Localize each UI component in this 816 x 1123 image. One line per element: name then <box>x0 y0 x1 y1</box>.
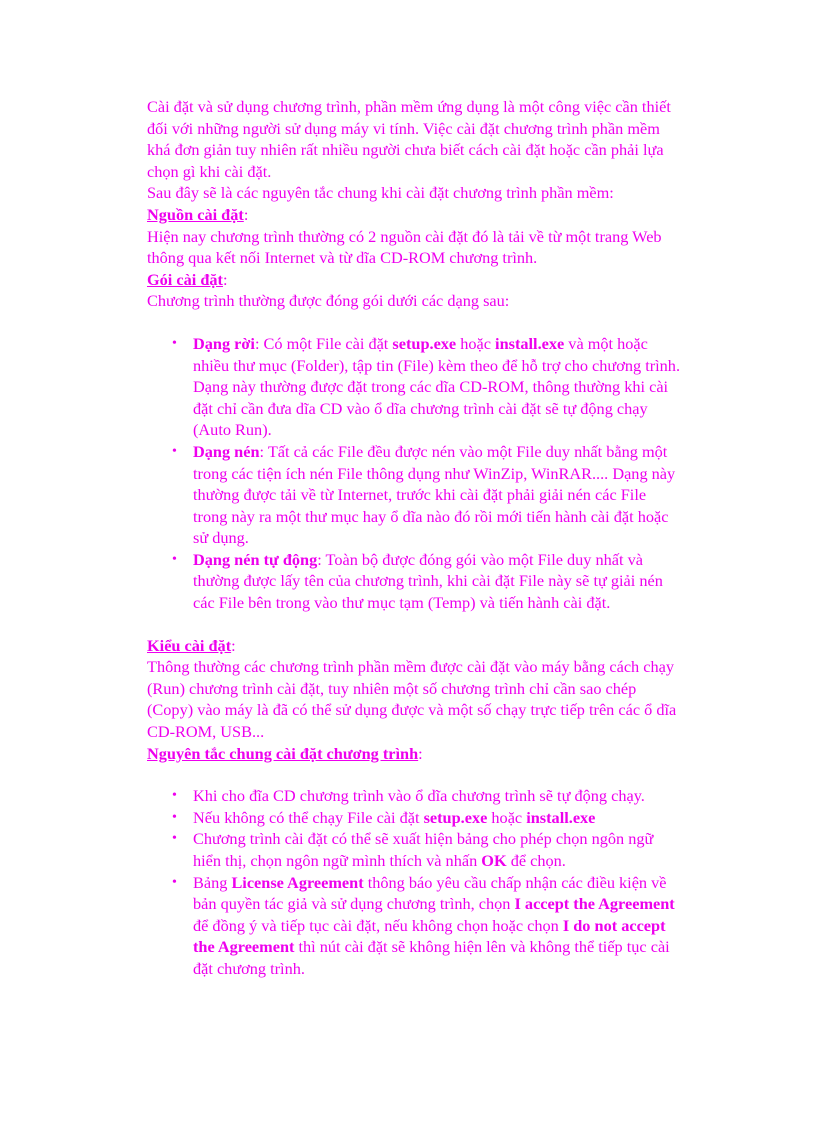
package-heading-line <box>147 269 682 291</box>
source-heading: Nguồn cài đặt <box>147 204 244 224</box>
item-text: hoặc <box>487 807 527 827</box>
list-item <box>147 828 682 871</box>
install-exe-label: install.exe <box>495 333 565 353</box>
item-text: thì nút cài đặt sẽ không hiện lên và không thể tiếp tục cài đặt chương trình. <box>193 937 670 978</box>
package-paragraph: Chương trình thường được đóng gói dưới các dạng sau: <box>147 291 510 311</box>
package-term: Dạng rời <box>193 333 255 353</box>
package-heading: Gói cài đặt <box>147 269 223 289</box>
item-text: để chọn. <box>506 851 566 870</box>
package-heading-colon: : <box>222 269 228 289</box>
package-type-list <box>147 333 682 614</box>
type-heading-line <box>147 635 682 657</box>
rules-heading-line <box>147 743 682 765</box>
accept-agreement-label: I accept the Agreement <box>514 894 675 914</box>
intro-paragraph: Cài đặt và sử dụng chương trình, phần mềm ứng dụng là một công việc cần thiết đối với những người sử dụng máy vi tính. Việc cài đặt chương trình phần mềm khá đơn giản tuy nhiên rất nhiều người chưa biết cách cài đặt hoặc cần phải lựa chọn gì khi cài đặt. <box>147 97 671 181</box>
intro-lead: Sau đây sẽ là các nguyên tắc chung khi cài đặt chương trình phần mềm: <box>147 183 614 203</box>
source-heading-colon: : <box>243 204 249 224</box>
item-text: hoặc <box>456 333 496 353</box>
type-heading-colon: : <box>231 635 236 655</box>
bullet-icon: • <box>172 443 177 459</box>
bullet-icon: • <box>172 831 177 847</box>
item-text: Chương trình cài đặt có thể sẽ xuất hiện bảng cho phép chọn ngôn ngữ hiển thị, chọn ngôn ngữ mình thích và nhấn <box>193 829 654 870</box>
bullet-icon: • <box>172 809 177 825</box>
list-item <box>147 441 682 549</box>
list-item <box>147 333 682 441</box>
list-item <box>147 807 682 829</box>
ok-label: OK <box>481 851 507 870</box>
source-heading-line <box>147 204 682 226</box>
package-term: Dạng nén tự động <box>193 549 318 569</box>
install-exe-label: install.exe <box>526 807 596 827</box>
item-text: thông báo yêu cầu chấp nhận các điều kiện về bản quyền tác giả và sử dụng chương trình, chọn <box>193 872 667 914</box>
item-text: Bảng <box>193 872 232 892</box>
rules-heading-colon: : <box>418 743 423 763</box>
bullet-icon: • <box>172 788 177 804</box>
setup-exe-label: setup.exe <box>423 807 488 827</box>
list-item <box>147 785 682 807</box>
list-item <box>147 872 682 980</box>
item-text: và một hoặc nhiều thư mục (Folder), tập tin (File) kèm theo để hỗ trợ cho chương trình. Dạng này thường được đặt trong các dĩa CD-ROM, thông thường khi cài đặt chỉ cần đưa dĩa CD vào ổ dĩa chương trình cài đặt sẽ tự động chạy (Auto Run). <box>193 333 681 440</box>
item-text: : Tất cả các File đều được nén vào một File duy nhất bằng một trong các tiện ích nén File thông dụng như WinZip, WinRAR.... Dạng này thường được tải về từ Internet, trước khi cài đặt phải giải nén các File trong này ra một thư mục hay ổ dĩa nào đó rồi mới tiến hành cài đặt hoặc sử dụng. <box>193 441 676 548</box>
source-paragraph: Hiện nay chương trình thường có 2 nguồn cài đặt đó là tải về từ một trang Web thông qua kết nối Internet và từ dĩa CD-ROM chương trình. <box>147 226 662 268</box>
item-text: : Có một File cài đặt <box>254 333 393 353</box>
bullet-icon: • <box>172 335 177 351</box>
item-text: Khi cho đĩa CD chương trình vào ổ dĩa chương trình sẽ tự động chạy. <box>193 786 645 806</box>
bullet-icon: • <box>172 874 177 890</box>
license-agreement-label: License Agreement <box>231 872 364 892</box>
type-paragraph: Thông thường các chương trình phần mềm được cài đặt vào máy bằng cách chạy (Run) chương trình cài đặt, tuy nhiên một số chương trình chỉ cần sao chép (Copy) vào máy là đã có thể sử dụng được và một số chạy trực tiếp trên các ổ dĩa CD-ROM, USB... <box>147 657 677 742</box>
type-heading: Kiểu cài đặt <box>147 635 232 655</box>
package-term: Dạng nén <box>193 441 260 461</box>
rules-list <box>147 785 682 979</box>
rules-heading: Nguyên tắc chung cài đặt chương trình <box>147 743 419 763</box>
item-text: để đồng ý và tiếp tục cài đặt, nếu không chọn hoặc chọn <box>193 915 563 935</box>
setup-exe-label: setup.exe <box>392 333 457 353</box>
item-text: Nếu không có thể chạy File cài đặt <box>193 807 424 827</box>
bullet-icon: • <box>172 551 177 567</box>
list-item <box>147 549 682 614</box>
decline-agreement-label: I do not accept the Agreement <box>193 915 666 957</box>
item-text: : Toàn bộ được đóng gói vào một File duy nhất và thường được lấy tên của chương trình, khi cài đặt File này sẽ tự giải nén các File bên trong vào thư mục tạm (Temp) và tiến hành cài đặt. <box>193 549 663 613</box>
document-page <box>147 96 682 980</box>
